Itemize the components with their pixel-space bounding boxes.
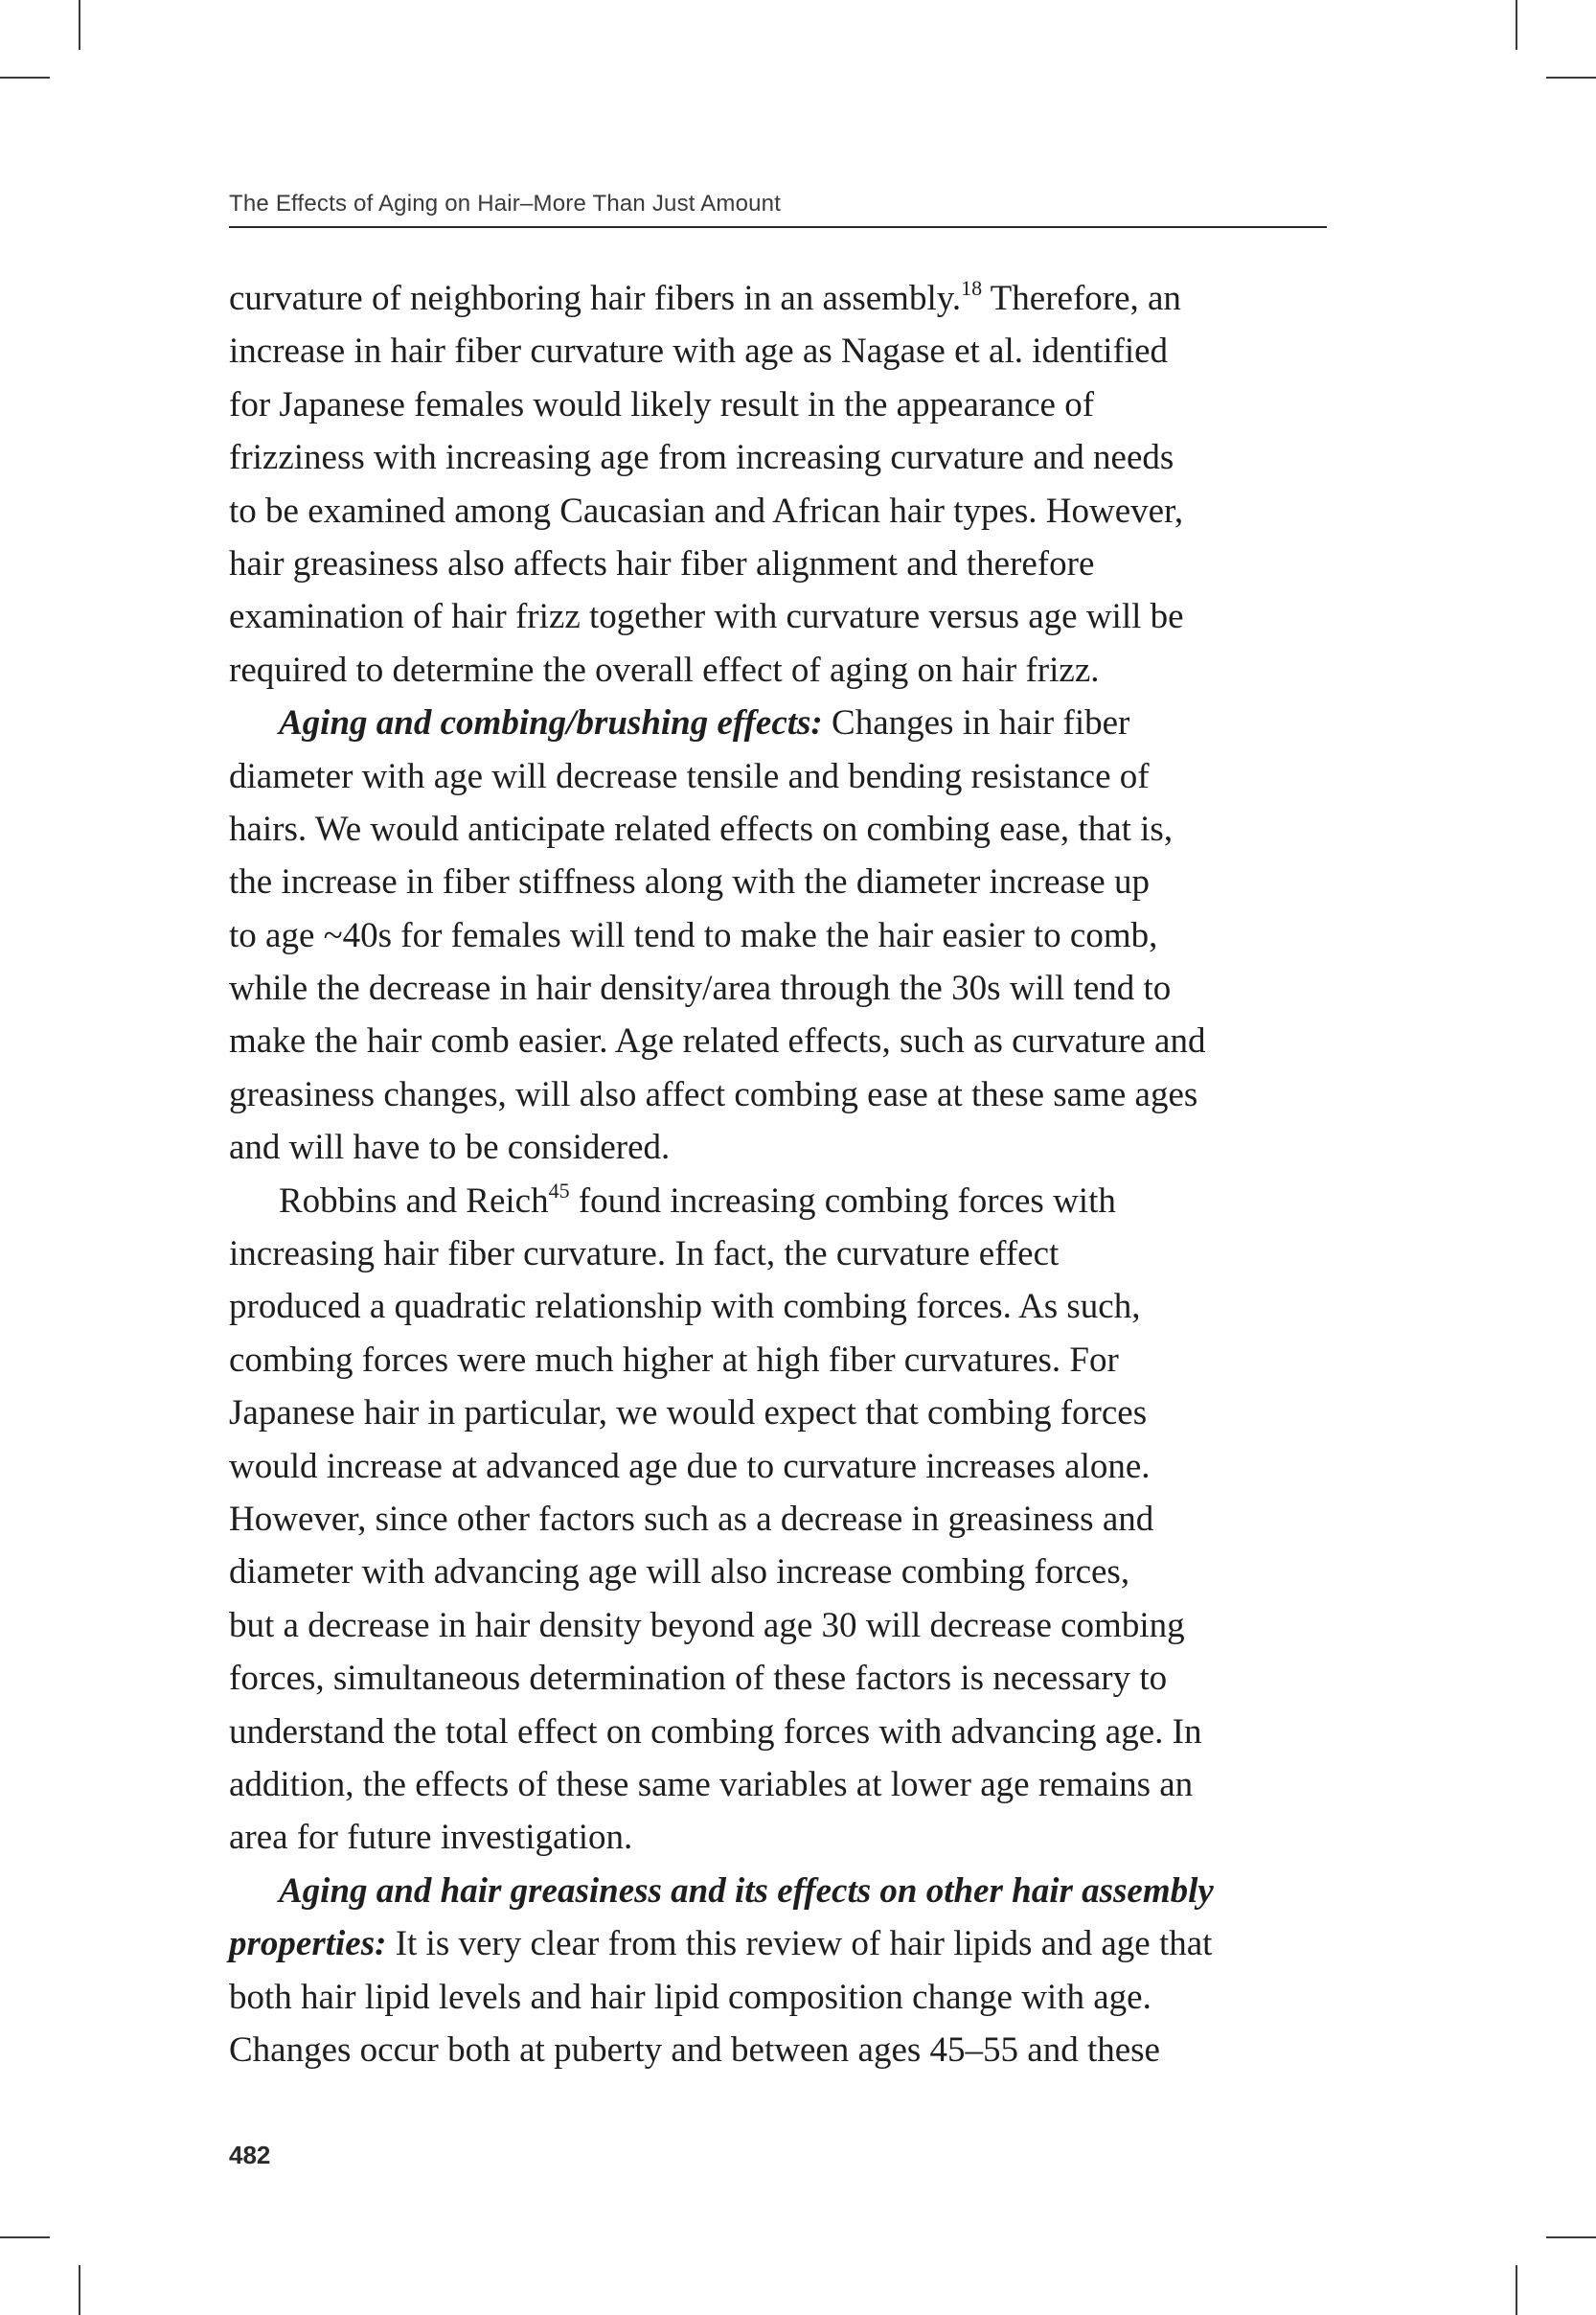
footnote-ref: 18: [961, 276, 983, 300]
crop-mark-bottom-left-horizontal: [0, 2236, 50, 2238]
text-line: greasiness changes, will also affect combing ease at these same ages: [229, 1074, 1198, 1114]
text-line: area for future investigation.: [229, 1818, 633, 1858]
text-line: diameter with age will decrease tensile and bending resistance of: [229, 756, 1150, 796]
text-line: would increase at advanced age due to curvature increases alone.: [229, 1446, 1151, 1486]
text-line: and will have to be considered.: [229, 1128, 671, 1168]
text-line: to age ~40s for females will tend to make the hair easier to comb,: [229, 915, 1158, 955]
text-line: frizziness with increasing age from increasing curvature and needs: [229, 438, 1174, 478]
text-line: but a decrease in hair density beyond age 30 will decrease combing: [229, 1605, 1185, 1645]
text-line: make the hair comb easier. Age related effects, such as curvature and: [229, 1021, 1206, 1062]
text-line: diameter with advancing age will also increase combing forces,: [229, 1552, 1130, 1593]
page-number: 482: [229, 2141, 271, 2169]
footnote-ref: 45: [548, 1178, 570, 1203]
crop-mark-top-left-vertical: [79, 0, 80, 50]
text-line: while the decrease in hair density/area through the 30s will tend to: [229, 969, 1172, 1009]
text-line: combing forces were much higher at high fiber curvatures. For: [229, 1340, 1119, 1380]
text-line: increasing hair fiber curvature. In fact, the curvature effect: [229, 1234, 1060, 1274]
text-line: [229, 1865, 1331, 1917]
text-line: hairs. We would anticipate related effects on combing ease, that is,: [229, 809, 1174, 849]
text-line: examination of hair frizz together with curvature versus age will be: [229, 597, 1184, 637]
text-line: to be examined among Caucasian and African hair types. However,: [229, 491, 1184, 531]
crop-mark-top-left-horizontal: [0, 77, 50, 79]
text-line: properties: It is very clear from this review of hair lipids and age that: [229, 1924, 1213, 1964]
text-line: understand the total effect on combing forces with advancing age. In: [229, 1711, 1202, 1752]
crop-mark-top-right-vertical: [1516, 0, 1517, 50]
paragraph-heading: Aging and combing/brushing effects:: [279, 703, 823, 744]
text-line: hair greasiness also affects hair fiber alignment and therefore: [229, 543, 1095, 584]
text-line: required to determine the overall effect of aging on hair frizz.: [229, 650, 1100, 690]
text-line: Robbins and Reich$^{45}$ found increasing combing forces with: [279, 1178, 1116, 1221]
text-line: Aging and combing/brushing effects: Changes in hair fiber: [279, 703, 1130, 744]
text-line: produced a quadratic relationship with combing forces. As such,: [229, 1287, 1141, 1327]
paragraph-heading: Aging and hair greasiness and its effects on other hair assembly: [279, 1870, 1214, 1911]
text-line: addition, the effects of these same variables at lower age remains an: [229, 1764, 1194, 1804]
text-line: Japanese hair in particular, we would expect that combing forces: [229, 1393, 1148, 1433]
text-line: for Japanese females would likely result in the appearance of: [229, 384, 1095, 424]
crop-mark-top-right-horizontal: [1546, 77, 1596, 79]
text-line: forces, simultaneous determination of these factors is necessary to: [229, 1659, 1168, 1699]
paragraph-heading: properties:: [229, 1924, 387, 1964]
text-line: increase in hair fiber curvature with age as Nagase et al. identified: [229, 332, 1169, 372]
text-line: Changes occur both at puberty and between ages 45–55 and these: [229, 2029, 1160, 2070]
header-rule: [229, 226, 1327, 228]
text-line: the increase in fiber stiffness along with the diameter increase up: [229, 862, 1150, 903]
text-line: However, since other factors such as a decrease in greasiness and: [229, 1499, 1154, 1539]
text-line: curvature of neighboring hair fibers in an assembly.$^{18}$ Therefore, an: [229, 276, 1181, 318]
text-line: both hair lipid levels and hair lipid composition change with age.: [229, 1977, 1151, 2017]
body-text: [229, 272, 1331, 2076]
crop-mark-bottom-right-horizontal: [1546, 2236, 1596, 2238]
crop-mark-bottom-right-vertical: [1516, 2265, 1517, 2315]
crop-mark-bottom-left-vertical: [79, 2265, 80, 2315]
running-head: The Effects of Aging on Hair–More Than Just Amount: [229, 191, 782, 217]
